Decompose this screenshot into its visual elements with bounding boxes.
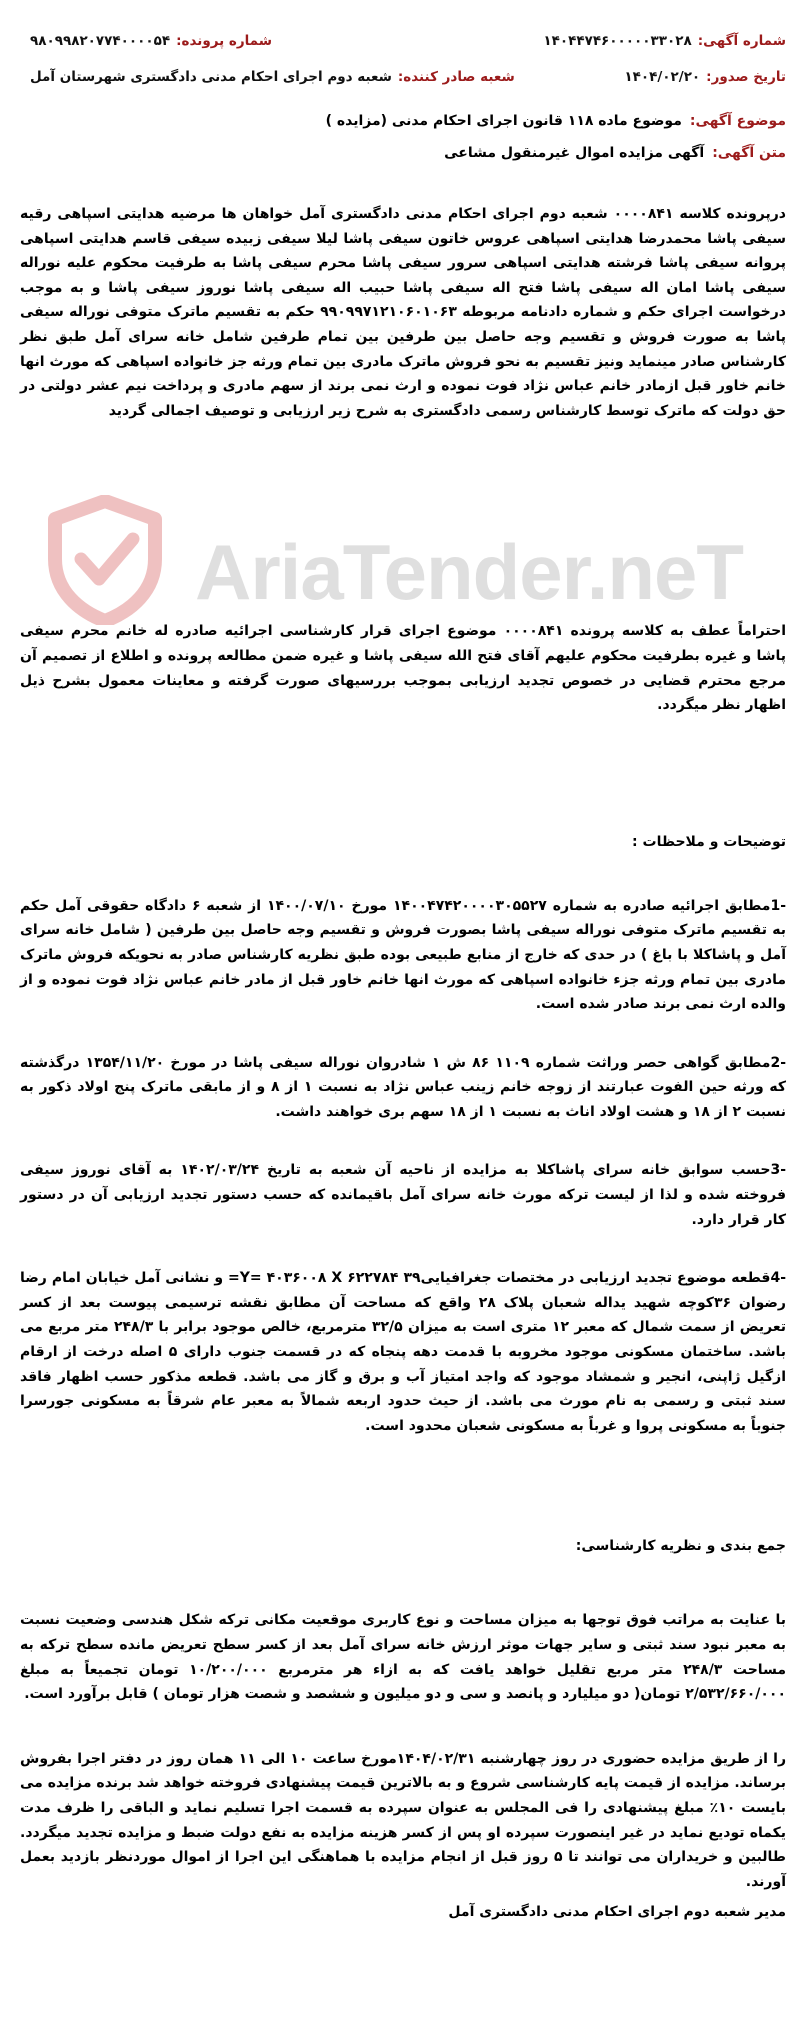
watermark-text: AriaTender.neT: [195, 528, 744, 616]
note-1: -1مطابق اجرائیه صادره به شماره ۱۴۰۰۴۷۴۲۰۰۰۰۳۰۵۵۲۷ مورخ ۱۴۰۰/۰۷/۱۰ از شعبه ۶ دادگاه حقوقی آمل حکم به تقسیم ماترک متوفی نوراله سیفی پاشا بصورت فروش و تقسیم وجه حاصل بین طرفین ( شامل خانه سرای آمل و پاشاکلا با باغ ) در حدی که خارج از منابع طبیعی بوده طبق نظریه کارشناس صادر به نحویکه فروش ماترک مادری بین تمام ورثه جزء خانواده اسپاهی که مورث انها خانم خاور قبل از مادر خانم عباس نژاد فوت نموده و از والده ارث نمی برند صادر شده است.: [20, 897, 786, 1013]
case-number-value: ۹۸۰۹۹۸۲۰۷۷۴۰۰۰۰۵۴: [30, 33, 171, 49]
ad-number-value: ۱۴۰۴۴۷۴۶۰۰۰۰۰۳۳۰۲۸: [543, 33, 692, 49]
paragraph-3: با عنایت به مراتب فوق توجها به میزان مساحت و نوع کاربری موقعیت مکانی ترکه شکل هندسی وضعیت نسبت به معبر نبود سند ثبتی و سایر جهات موثر ارزش خانه سرای آمل بعد از کسر سطح تعریض مانده سطح ترکه به مساحت ۲۴۸/۳ متر مربع تقلیل خواهد یافت که به ازاء هر مترمربع ۱۰/۲۰۰/۰۰۰ تومان تجمیعاً به مبلغ ۲/۵۳۲/۶۶۰/۰۰۰ تومان( دو میلیارد و پانصد و سی و دو میلیون و ششصد و شصت هزار تومان ) قابل برآورد است.: [20, 1612, 786, 1703]
issue-date-label: تاریخ صدور:: [706, 69, 786, 85]
notes-heading: توضیحات و ملاحظات :: [632, 833, 786, 850]
meta-row-2: [20, 66, 786, 88]
issue-date-value: ۱۴۰۴/۰۲/۲۰: [624, 69, 701, 85]
issuing-branch-label: شعبه صادر کننده:: [397, 69, 515, 85]
text-intro-label: متن آگهی:: [712, 145, 786, 161]
paragraph-1: درپرونده کلاسه ۰۰۰۰۸۴۱ شعبه دوم اجرای احکام مدنی دادگستری آمل خواهان ها مرضیه هدایتی اسپاهی رقیه سیفی پاشا محمدرضا هدایتی اسپاهی عروس خاتون سیفی پاشا لیلا سیفی زبیده سیفی قاسم هدایتی اسپاهی پروانه سیفی پاشا فرشته هدایتی اسپاهی سرور سیفی پاشا محرم سیفی پاشا به طرفیت محکوم علیه نوراله سیفی پاشا امان اله سیفی پاشا فتح اله سیفی پاشا حبیب اله سیفی پاشا نوروز سیفی پاشا و به موجب درخواست اجرای حکم و شماره دادنامه مربوطه ۹۹۰۹۹۷۱۲۱۰۶۰۱۰۶۳ حکم به تقسیم ماترک متوفی نوراله سیفی پاشا به صورت فروش و تقسیم وجه حاصل بین طرفین بین تمام طرفین شامل خانه سرای آمل طبق نظر کارشناس صادر مینماید ونیز تقسیم به نحو فروش ماترک مادری بین تمام ورثه جز خانواده اسپاهی که مورث انها خانم خاور قبل ازمادر خانم عباس نژاد فوت نموده و ارث نمی برند از سهم مادری و پرداخت نیم عشر دولتی در حق دولت که ماترک توسط کارشناس رسمی دادگستری به شرح زیر ارزیابی و توصیف اجمالی گردید: [20, 206, 786, 419]
ad-number: [543, 30, 786, 52]
meta-row-1: [20, 30, 786, 52]
text-intro-value: آگهی مزایده اموال غیرمنقول مشاعی: [444, 145, 705, 161]
issuing-branch: [30, 66, 515, 88]
note-2: -2مطابق گواهی حصر وراثت شماره ۱۱۰۹ ۸۶ ش ۱ شادروان نوراله سیفی پاشا در مورخ ۱۳۵۴/۱۱/۲۰ درگذشته که ورثه حین الفوت عبارتند از زوجه خانم زینب عباس نژاد به نسبت ۱ از ۸ و از مابقی ماترک پنج اولاد ذکور به نسبت ۲ از ۱۸ و هشت اولاد اناث به نسبت ۱ از ۱۸ سهم بری خواهند داشت.: [20, 1054, 786, 1120]
note-3: -3حسب سوابق خانه سرای پاشاکلا به مزایده از ناحیه آن شعبه به تاریخ ۱۴۰۲/۰۳/۲۴ به آقای نوروز سیفی فروخته شده و لذا از لیست ترکه مورث خانه سرای آمل باقیمانده که حسب دستور تجدید ارزیابی آن در دستور کار قرار دارد.: [20, 1162, 786, 1228]
subject-value: موضوع ماده ۱۱۸ قانون اجرای احکام مدنی (مزایده ): [325, 113, 682, 129]
summary-heading: جمع بندی و نظریه کارشناسی:: [575, 1538, 786, 1555]
ad-number-label: شماره آگهی:: [697, 33, 786, 49]
paragraph-2: احتراماً عطف به کلاسه پرونده ۰۰۰۰۸۴۱ موضوع اجرای قرار کارشناسی اجرائیه صادره له خانم محرم سیفی پاشا و غیره بطرفیت محکوم علیهم آقای فتح الله سیفی پاشا و غیره ضمن مطالعه پرونده و اطلاع از تصمیم آن مرجع محترم قضایی در خصوص تجدید ارزیابی بموجب بررسیهای صورت گرفته و معاینات معمول بشرح ذیل اظهار نظر میگردد.: [20, 623, 786, 714]
subject-label: موضوع آگهی:: [689, 113, 786, 129]
note-4: -4قطعه موضوع تجدید ارزیابی در مختصات جغرافیایی۳۹ ۶۲۲۷۸۴ Y= ۴۰۳۶۰۰۸ X= و نشانی آمل خیابان امام رضا رضوان ۳۶کوچه شهید یداله شعبان پلاک ۲۸ واقع که مساحت آن مطابق نقشه ترسیمی پیوست بعد از کسر تعریض از سمت شمال که معبر ۱۲ متری است به میزان ۳۲/۵ مترمربع، خالص موجود برابر با ۲۴۸/۳ متر مربع می باشد. ساختمان مسکونی موجود مخروبه با قدمت دهه پنجاه که در قسمت جنوب دارای ۵ اصله درخت از ارقام ازگیل ژاپنی، انجیر و شمشاد موجود که واجد امتیاز آب و برق و گاز می باشد. قطعه مذکور حسب اظهار فاقد سند ثبتی و رسمی به نام مورث می باشد. از حیث حدود اربعه شمالاً به معبر عام شرقاً به مسکونی جورسرا جنوباً به مسکونی پروا و غرباً به مسکونی شعبان محدود است.: [20, 1270, 787, 1434]
signature: مدیر شعبه دوم اجرای احکام مدنی دادگستری آمل: [448, 1904, 786, 1921]
case-number: [30, 30, 272, 52]
paragraph-4: را از طریق مزایده حضوری در روز چهارشنبه ۱۴۰۴/۰۲/۳۱مورخ ساعت ۱۰ الی ۱۱ همان روز در دفتر اجرا بفروش برساند. مزایده از قیمت پایه کارشناسی شروع و به بالاترین قیمت پیشنهادی فروخته خواهد شد برنده مزایده می بایست ۱۰٪ مبلغ پیشنهادی را فی المجلس به عنوان سپرده به قسمت اجرا تسلیم نماید و الباقی را ظرف مدت یکماه تودیع نماید در غیر اینصورت سپرده او پس از کسر هزینه مزایده به نفع دولت ضبط و مزایده تجدید میگردد. طالبین و خریداران می توانند تا ۵ روز قبل از انجام مزایده با هماهنگی این اجرا از اموال موردنظر بازدید بعمل آورند.: [20, 1750, 787, 1890]
case-number-label: شماره پرونده:: [176, 33, 273, 49]
subject-line: [20, 110, 786, 132]
issuing-branch-value: شعبه دوم اجرای احکام مدنی دادگستری شهرستان آمل: [30, 69, 392, 85]
issue-date: [624, 66, 786, 88]
text-intro-line: [20, 142, 786, 164]
